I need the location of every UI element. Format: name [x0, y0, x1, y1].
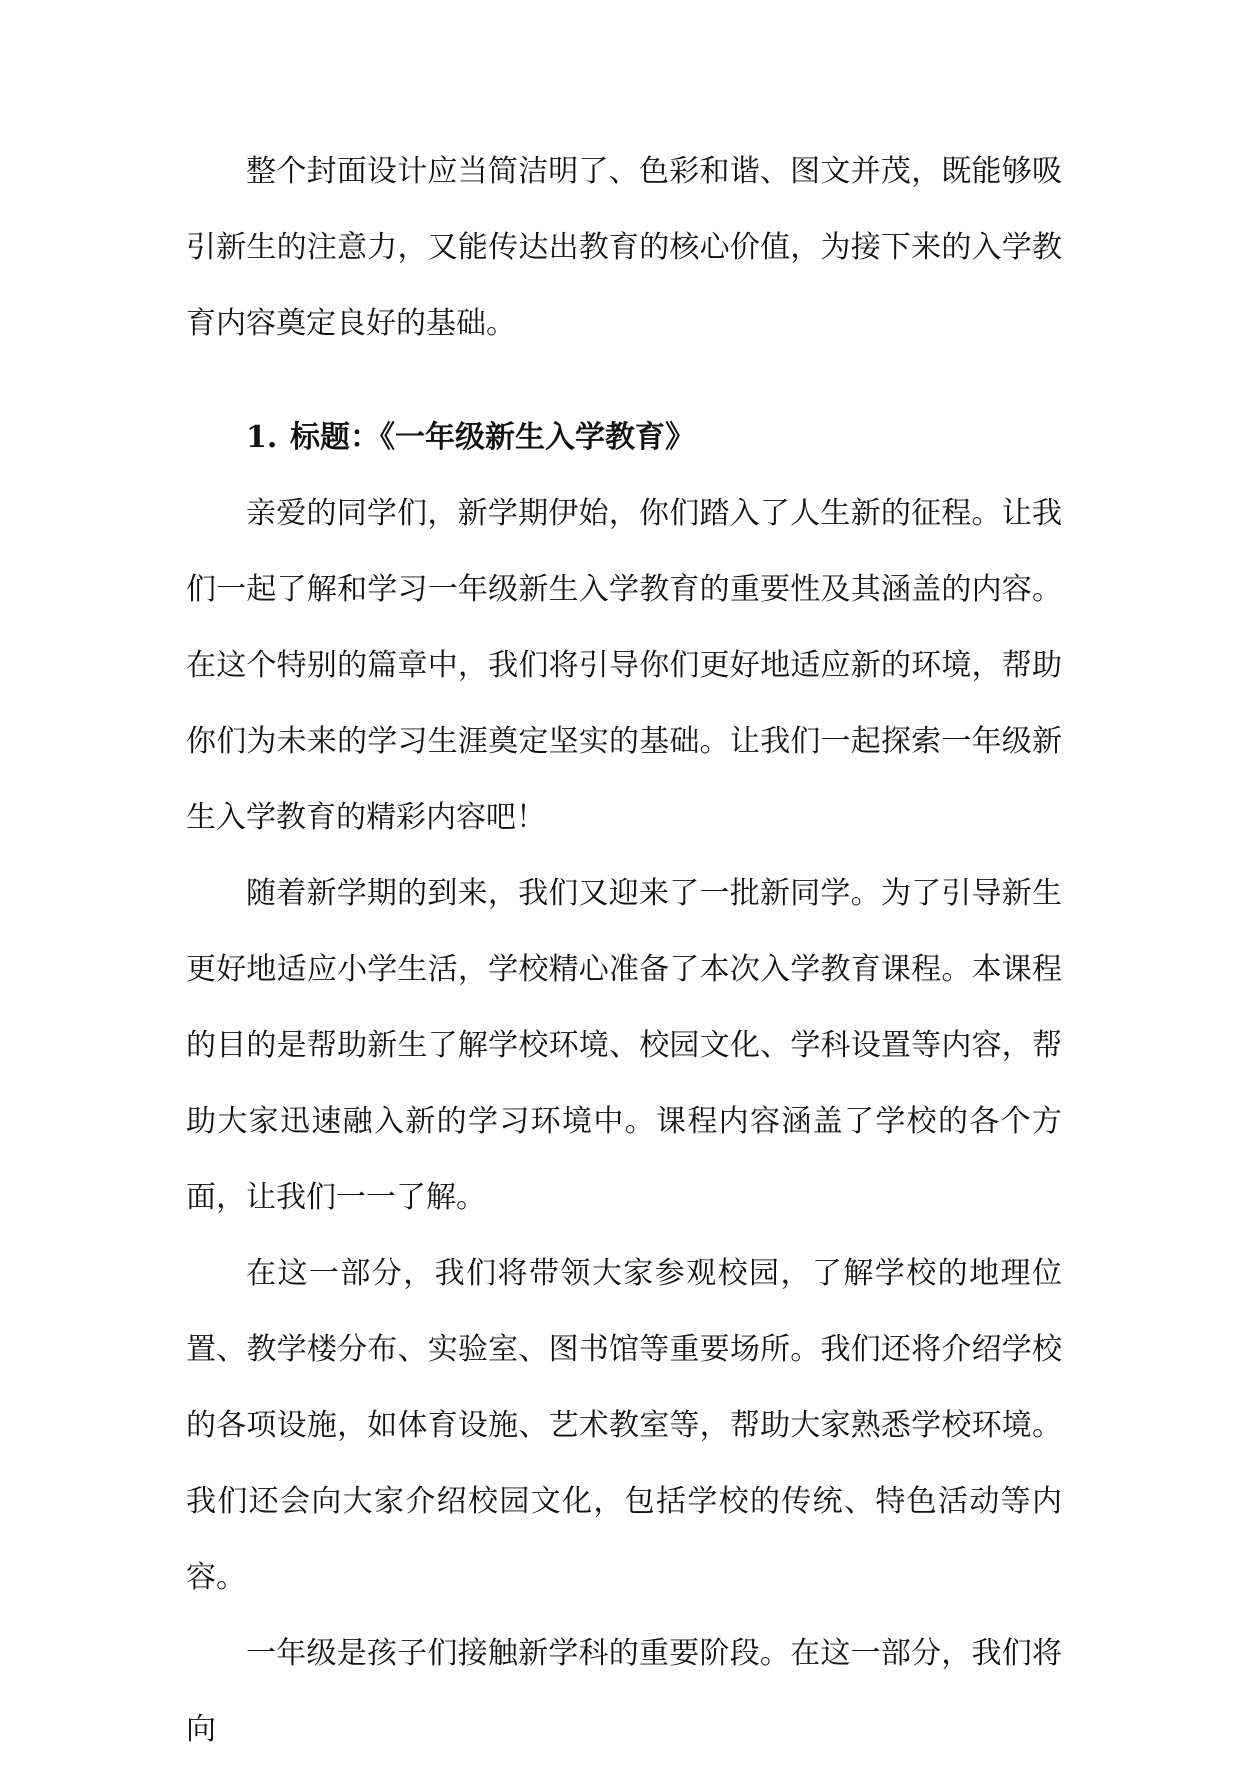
body-paragraph-4: 一年级是孩子们接触新学科的重要阶段。在这一部分，我们将向: [186, 1636, 1062, 1747]
body-paragraph-3: 在这一部分，我们将带领大家参观校园，了解学校的地理位置、教学楼分布、实验室、图书馆等重要场所。我们还将介绍学校的各项设施，如体育设施、艺术教室等，帮助大家熟悉学校环境。我们还会向大家介绍校园文化，包括学校的传统、特色活动等内容。: [186, 1256, 1062, 1595]
body-paragraph-1: 亲爱的同学们，新学期伊始，你们踏入了人生新的征程。让我们一起了解和学习一年级新生入学教育的重要性及其涵盖的内容。在这个特别的篇章中，我们将引导你们更好地适应新的环境，帮助你们为未来的学习生涯奠定坚实的基础。让我们一起探索一年级新生入学教育的精彩内容吧！: [186, 496, 1062, 835]
section-title: 标题：《一年级新生入学教育》: [290, 420, 695, 455]
section-heading: [186, 400, 1062, 476]
body-paragraph-2: 随着新学期的到来，我们又迎来了一批新同学。为了引导新生更好地适应小学生活，学校精心准备了本次入学教育课程。本课程的目的是帮助新生了解学校环境、校园文化、学科设置等内容，帮助大家迅速融入新的学习环境中。课程内容涵盖了学校的各个方面，让我们一一了解。: [186, 876, 1062, 1215]
document-body: [186, 134, 1062, 1768]
intro-paragraph: 整个封面设计应当简洁明了、色彩和谐、图文并茂，既能够吸引新生的注意力，又能传达出教育的核心价值，为接下来的入学教育内容奠定良好的基础。: [186, 154, 1062, 341]
section-number: 1.: [246, 420, 278, 455]
